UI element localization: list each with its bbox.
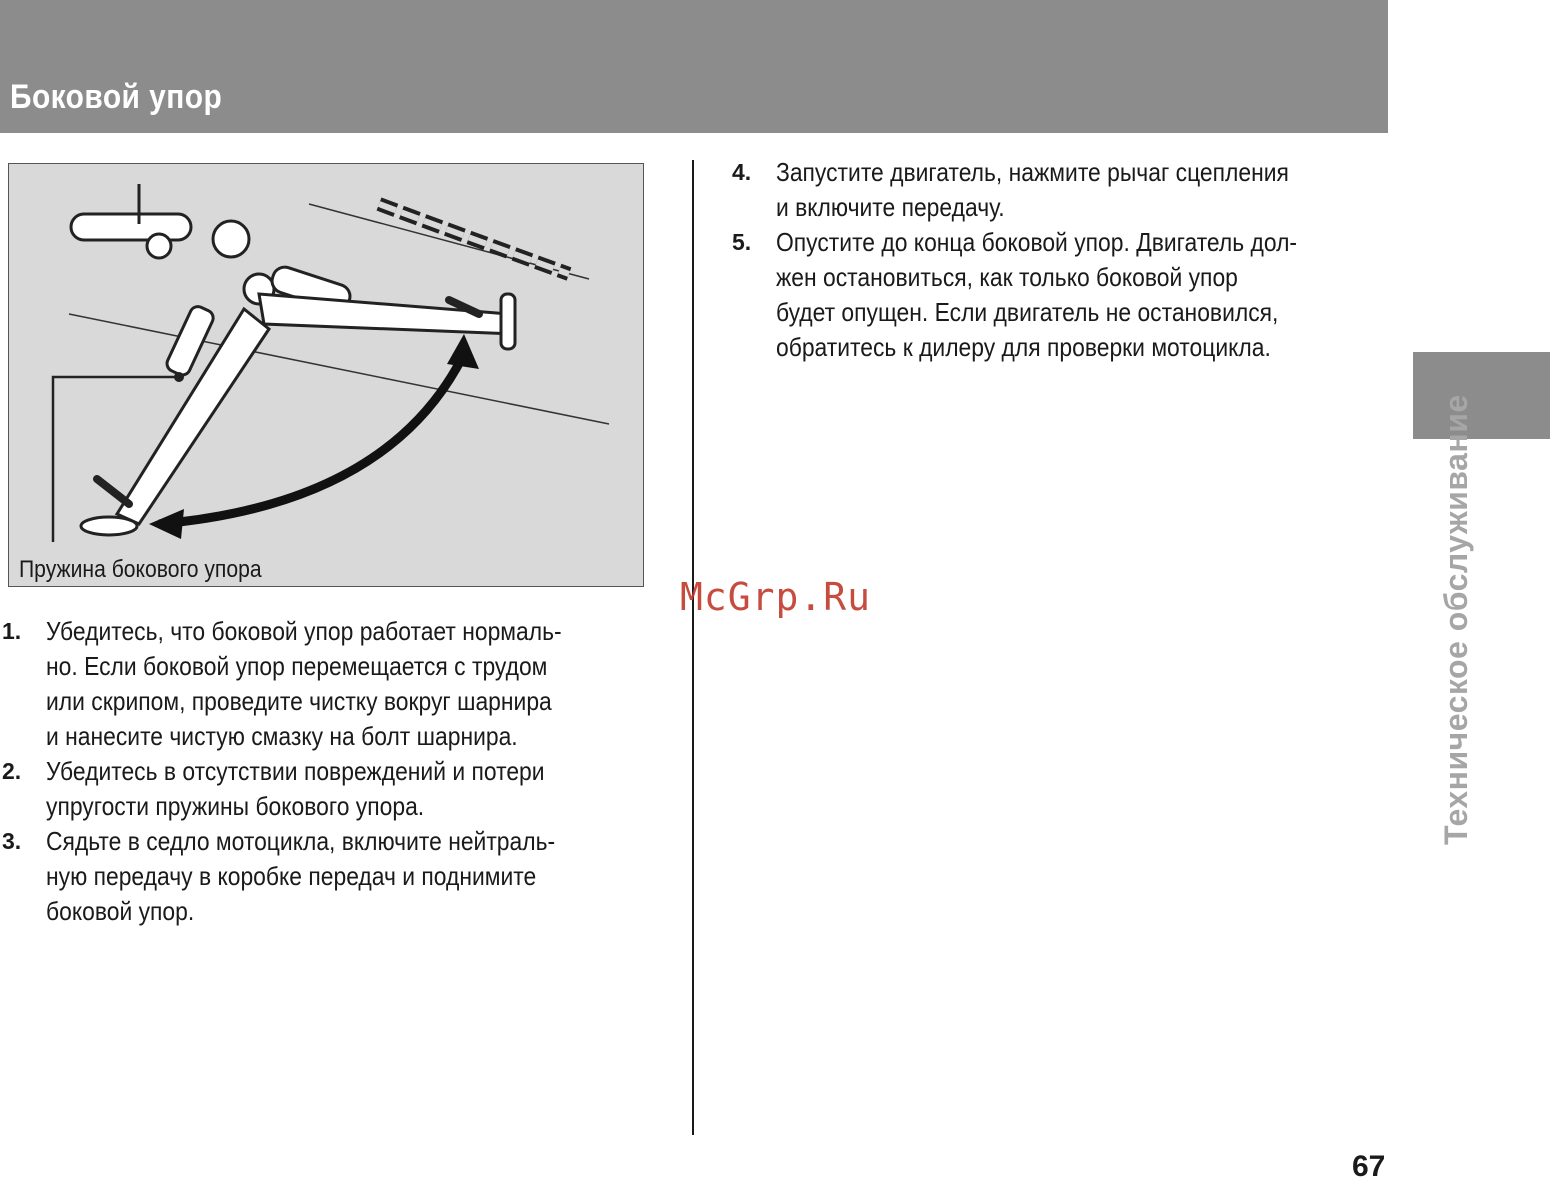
section-label: Техническое обслуживание (1438, 394, 1474, 845)
list-item (732, 155, 1388, 225)
step-number: 1. (2, 618, 22, 644)
step-line: боковой упор. (46, 896, 195, 926)
list-item (2, 754, 650, 824)
step-line: Опустите до конца боковой упор. Двигатель дол- (776, 227, 1298, 257)
list-item (732, 225, 1388, 365)
step-number: 4. (732, 159, 752, 185)
left-step-list (2, 614, 650, 929)
step-line: жен остановиться, как только боковой упор (776, 262, 1238, 292)
figure (8, 163, 644, 587)
step-line: Запустите двигатель, нажмите рычаг сцепления (776, 157, 1289, 187)
list-item (2, 614, 650, 754)
step-line: ную передачу в коробке передач и поднимите (46, 861, 537, 891)
page-title: Боковой упор (10, 78, 223, 116)
step-line: но. Если боковой упор перемещается с трудом (46, 651, 548, 681)
step-number: 3. (2, 828, 22, 854)
right-step-list (732, 155, 1388, 365)
figure-caption: Пружина бокового упора (19, 556, 262, 583)
step-line: Сядьте в седло мотоцикла, включите нейтраль- (46, 826, 556, 856)
step-line: Убедитесь в отсутствии повреждений и потери (46, 756, 545, 786)
watermark: McGrp.Ru (680, 575, 872, 619)
step-line: и включите передачу. (776, 192, 1005, 222)
list-item (2, 824, 650, 929)
step-line: будет опущен. Если двигатель не остановился, (776, 297, 1279, 327)
step-line: и нанесите чистую смазку на болт шарнира. (46, 721, 518, 751)
column-divider (692, 160, 694, 1135)
step-number: 2. (2, 758, 22, 784)
side-stand-diagram-icon (9, 164, 644, 587)
step-line: или скрипом, проведите чистку вокруг шарнира (46, 686, 552, 716)
step-line: Убедитесь, что боковой упор работает нормаль- (46, 616, 562, 646)
section-tab (1413, 352, 1550, 439)
step-number: 5. (732, 229, 752, 255)
step-line: обратитесь к дилеру для проверки мотоцикла. (776, 332, 1271, 362)
header-band (0, 0, 1388, 133)
step-line: упругости пружины бокового упора. (46, 791, 425, 821)
page-number: 67 (1352, 1150, 1386, 1183)
